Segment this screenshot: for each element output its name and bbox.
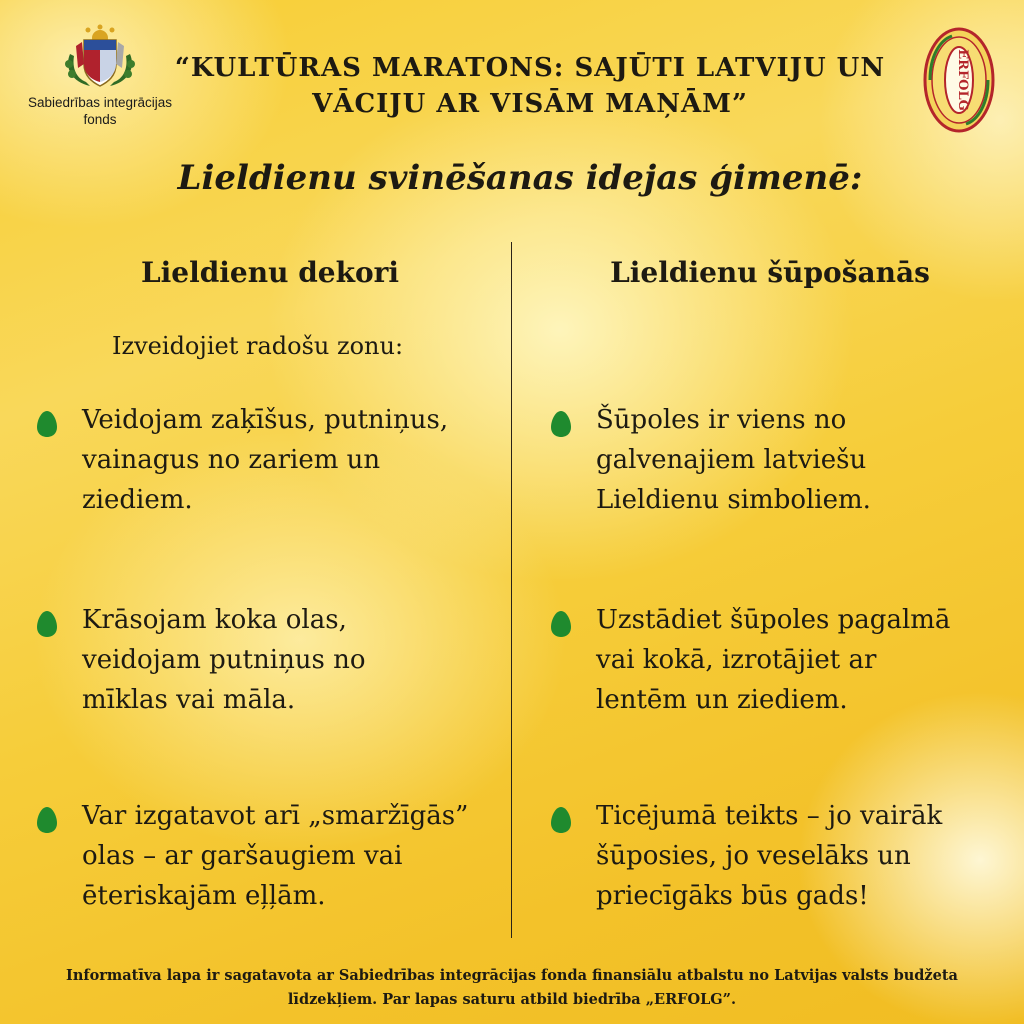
page-title-line-1: “KULTŪRAS MARATONS: SAJŪTI LATVIJU UN	[174, 53, 886, 83]
erfolg-emblem-icon	[922, 26, 996, 134]
list-item-line: vai kokā, izrotājiet ar	[596, 645, 877, 675]
list-item-text	[596, 600, 950, 720]
list-item-line: ziediem.	[82, 485, 193, 515]
column-divider	[511, 242, 512, 938]
funding-disclaimer-line-2: līdzekļiem. Par lapas saturu atbild biedrība „ERFOLG”.	[287, 991, 737, 1008]
list-item-line: Šūpoles ir viens no	[596, 405, 847, 435]
list-item-text	[82, 400, 448, 520]
list-item-text	[82, 796, 468, 916]
list-item	[550, 796, 942, 916]
funding-disclaimer	[40, 964, 984, 1012]
left-column-heading: Lieldienu dekori	[140, 256, 400, 289]
list-item-text	[596, 400, 871, 520]
sif-logo-caption: Sabiedrības integrācijas fonds	[27, 95, 173, 127]
left-column-intro: Izveidojiet radošu zonu:	[112, 332, 404, 360]
list-item-line: mīklas vai māla.	[82, 685, 296, 715]
list-item	[550, 400, 871, 520]
page-title	[150, 50, 910, 122]
green-egg-icon	[36, 610, 58, 638]
list-item-line: Uzstādiet šūpoles pagalmā	[596, 605, 951, 635]
erfolg-logo	[922, 26, 996, 138]
funding-disclaimer-line-1: Informatīva lapa ir sagatavota ar Sabiedrības integrācijas fonda finansiālu atbalstu no Latvijas valsts budžeta	[66, 967, 958, 984]
green-egg-icon	[550, 410, 572, 438]
green-egg-icon	[550, 610, 572, 638]
list-item-line: veidojam putniņus no	[82, 645, 366, 675]
list-item-line: priecīgāks būs gads!	[596, 881, 869, 911]
green-egg-icon	[550, 806, 572, 834]
list-item-line: šūposies, jo veselāks un	[596, 841, 911, 871]
list-item	[36, 400, 448, 520]
list-item-line: vainagus no zariem un	[82, 445, 381, 475]
page-title-line-2: VĀCIJU AR VISĀM MAŅĀM”	[312, 89, 748, 119]
green-egg-icon	[36, 410, 58, 438]
list-item-line: Ticējumā teikts – jo vairāk	[596, 801, 943, 831]
list-item-text	[596, 796, 942, 916]
erfolg-logo-text: ERFOLG	[955, 49, 970, 111]
latvia-coat-of-arms-icon	[60, 24, 140, 90]
list-item-line: Krāsojam koka olas,	[82, 605, 347, 635]
list-item-line: Lieldienu simboliem.	[596, 485, 871, 515]
list-item	[36, 796, 468, 916]
list-item-line: Veidojam zaķīšus, putniņus,	[82, 405, 449, 435]
green-egg-icon	[36, 806, 58, 834]
list-item-line: lentēm un ziediem.	[596, 685, 848, 715]
list-item-text	[82, 600, 366, 720]
list-item	[36, 600, 366, 720]
right-column-heading: Lieldienu šūpošanās	[610, 256, 930, 289]
list-item-line: olas – ar garšaugiem vai	[82, 841, 403, 871]
list-item-line: Var izgatavot arī „smaržīgās”	[82, 801, 469, 831]
list-item	[550, 600, 950, 720]
list-item-line: ēteriskajām eļļām.	[82, 881, 326, 911]
list-item-line: galvenajiem latviešu	[596, 445, 867, 475]
page-subtitle: Lieldienu svinēšanas idejas ģimenē:	[177, 158, 863, 198]
